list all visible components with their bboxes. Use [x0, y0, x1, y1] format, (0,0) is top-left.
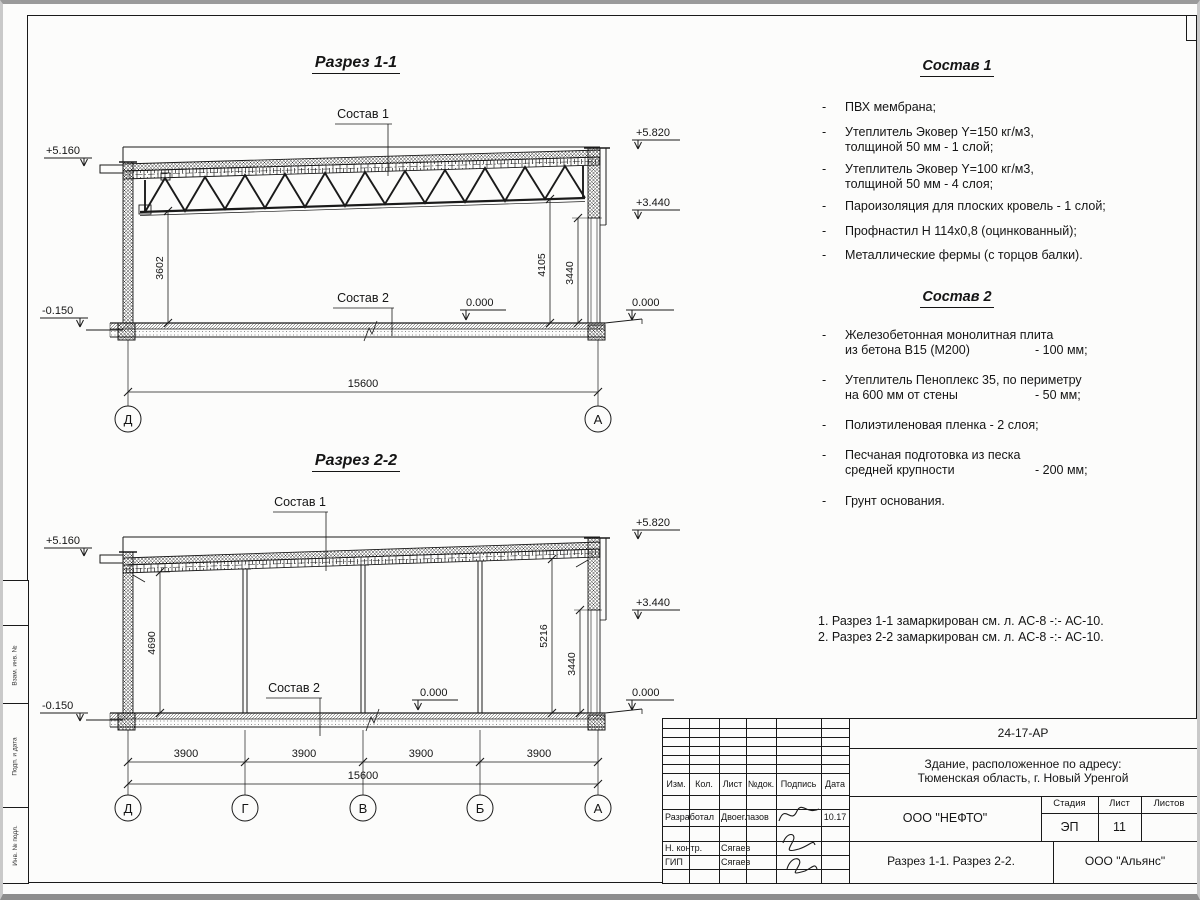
dim-3602: 3602 [154, 256, 166, 280]
section2-title-text: Разрез 2-2 [312, 452, 400, 472]
tb-date-developer: 10.17 [823, 812, 847, 823]
elev-minus0150: -0.150 [42, 305, 74, 317]
corner-code-box [1186, 16, 1197, 41]
dim-span2: 3900 [291, 748, 317, 760]
list-item-text: Полиэтиленовая пленка - 2 слоя; [845, 418, 1039, 432]
section1-title-text: Разрез 1-1 [312, 54, 400, 74]
section2-drawing [30, 440, 700, 835]
sostav1-list [822, 100, 1200, 263]
signature-developer [775, 797, 822, 827]
title-block [662, 718, 1198, 884]
axis-bubble-a: А [593, 801, 603, 816]
list-item-text: из бетона В15 (М200) [845, 343, 970, 357]
sostav2-heading-text: Состав 2 [920, 289, 993, 308]
list-item-text: Железобетонная монолитная плита [845, 328, 1054, 342]
axis-bubble-d: Д [123, 801, 133, 816]
dash-bullet: - [822, 125, 827, 139]
section2-dimensions [152, 555, 584, 717]
sheet-notes [818, 614, 1104, 645]
note-line: 1. Разрез 1-1 замаркирован см. л. АС-8 -:- АС-10. [818, 614, 1104, 628]
sostav2-leader-label: Состав 2 [268, 681, 320, 695]
tb-sheets-value [1141, 813, 1197, 841]
tb-doc-code: 24-17-АР [997, 725, 1049, 740]
tb-sheet-number: 11 [1113, 819, 1126, 834]
list-item-text: Профнастил Н 114х0,8 (оцинкованный); [845, 224, 1077, 238]
sostav1-leader-label: Состав 1 [337, 107, 389, 121]
list-item-text: толщиной 50 мм - 1 слой; [845, 140, 994, 154]
dim-span1: 3900 [173, 748, 199, 760]
dim-4690: 4690 [146, 631, 158, 655]
tb-header-podpis: Подпись [780, 778, 817, 789]
list-item-value: - 50 мм; [1035, 388, 1081, 402]
dim-3440: 3440 [564, 261, 576, 285]
list-item [822, 125, 1200, 155]
dash-bullet: - [822, 199, 827, 213]
elev-minus0150: -0.150 [42, 700, 74, 712]
axis-bubble-g: Г [241, 801, 249, 816]
tb-name-ncontr: Сягаев [721, 842, 751, 853]
elev-zero-right: 0.000 [632, 297, 660, 309]
sostav2-heading [897, 289, 1017, 305]
dash-bullet: - [822, 448, 827, 462]
dim-15600: 15600 [347, 770, 379, 782]
tb-header-izm: Изм. [666, 778, 686, 789]
list-item-value: - 200 мм; [1035, 463, 1088, 477]
tb-object [849, 748, 1197, 796]
tb-header-dok: №док. [747, 778, 775, 789]
tb-name-gip: Сягаев [721, 856, 751, 867]
note-line: 2. Разрез 2-2 замаркирован см. л. АС-8 -:- АС-10. [818, 629, 1104, 644]
list-item-text: Утеплитель Эковер Y=150 кг/м3, [845, 125, 1034, 139]
list-item [822, 224, 1200, 239]
elev-zero-right: 0.000 [632, 687, 660, 699]
dash-bullet: - [822, 328, 827, 342]
list-item [822, 373, 1200, 403]
elev-plus5820: +5.820 [636, 127, 670, 139]
dash-bullet: - [822, 418, 827, 432]
tb-header-kol: Кол. [695, 778, 713, 789]
list-item [822, 100, 1200, 115]
dash-bullet: - [822, 494, 827, 508]
list-item [822, 494, 1200, 509]
section2-leaders [266, 495, 328, 736]
list-item-text: на 600 мм от стены [845, 388, 958, 402]
section1-roof [123, 150, 600, 179]
section1-leaders [333, 107, 394, 336]
tb-role-developer: Разработал [665, 812, 714, 823]
section2-floor [86, 709, 642, 731]
list-item-text: Пароизоляция для плоских кровель - 1 слой; [845, 199, 1106, 213]
signature-ncontr-gip [775, 829, 822, 877]
elev-plus5160: +5.160 [46, 535, 80, 547]
section1-drawing [30, 40, 700, 440]
side-stamp-label: Взам. инв. № [12, 644, 19, 686]
dim-span4: 3900 [526, 748, 552, 760]
tb-contractor: ООО "Альянс" [1084, 854, 1166, 869]
side-stamp-empty-cell [2, 580, 29, 627]
list-item [822, 328, 1200, 358]
list-item-text: Песчаная подготовка из песка [845, 448, 1021, 462]
list-item-text: средней крупности [845, 463, 955, 477]
sostav1-leader-label: Состав 1 [274, 495, 326, 509]
list-item-text: Утеплитель Эковер Y=100 кг/м3, [845, 162, 1034, 176]
list-item-text: Утеплитель Пеноплекс 35, по периметру [845, 373, 1082, 387]
tb-role-gip: ГИП [665, 856, 683, 867]
dim-3440: 3440 [566, 652, 578, 676]
list-item-text: Грунт основания. [845, 494, 945, 508]
elev-plus3440: +3.440 [636, 197, 670, 209]
list-item [822, 418, 1200, 433]
tb-sheet-title: Разрез 1-1. Разрез 2-2. [887, 854, 1015, 869]
side-stamp-cell-vzam [2, 625, 29, 705]
tb-sheet-label: Лист [1109, 798, 1130, 810]
axis-bubble-a: А [593, 412, 603, 427]
list-item-text: ПВХ мембрана; [845, 100, 936, 114]
tb-stage-value: ЭП [1060, 819, 1079, 834]
tb-header-data: Дата [825, 778, 845, 789]
dash-bullet: - [822, 100, 827, 114]
dim-15600: 15600 [347, 378, 379, 390]
elev-plus5160: +5.160 [46, 145, 80, 157]
list-item [822, 162, 1200, 192]
elev-zero-inner: 0.000 [466, 297, 494, 309]
sostav1-heading-text: Состав 1 [920, 58, 993, 77]
list-item-value: - 100 мм; [1035, 343, 1088, 357]
tb-role-ncontr: Н. контр. [665, 842, 703, 853]
dash-bullet: - [822, 224, 827, 238]
axis-bubble-v: В [358, 801, 368, 816]
tb-org: ООО "НЕФТО" [902, 811, 988, 826]
dash-bullet: - [822, 373, 827, 387]
sostav2-leader-label: Состав 2 [337, 291, 389, 305]
tb-object-line2: Тюменская область, г. Новый Уренгой [917, 771, 1129, 785]
side-stamp-cell-podp [2, 703, 29, 809]
dash-bullet: - [822, 248, 827, 262]
dim-4105: 4105 [536, 253, 548, 277]
tb-name-developer: Двоеглазов [721, 812, 769, 823]
dash-bullet: - [822, 162, 827, 176]
list-item-text: Металлические фермы (с торцов балки). [845, 248, 1083, 262]
axis-bubble-b: Б [475, 801, 485, 816]
side-stamp-cell-inv [2, 807, 29, 884]
sostav1-heading [897, 58, 1017, 74]
list-item-text: толщиной 50 мм - 4 слоя; [845, 177, 994, 191]
dim-span3: 3900 [408, 748, 434, 760]
sostav2-list [822, 328, 1200, 509]
dim-5216: 5216 [538, 624, 550, 648]
elev-plus5820: +5.820 [636, 517, 670, 529]
side-stamp-label: Подп. и дата [12, 736, 20, 776]
side-stamp-label: Инв. № подл. [12, 825, 19, 866]
list-item [822, 448, 1200, 478]
list-item [822, 199, 1200, 214]
list-item [822, 248, 1200, 263]
tb-header-list: Лист [722, 778, 743, 789]
tb-object-line1: Здание, расположенное по адресу: [924, 757, 1122, 772]
elev-plus3440: +3.440 [636, 597, 670, 609]
tb-sheets-label: Листов [1153, 798, 1185, 810]
section1-dimensions [158, 195, 582, 327]
tb-stage-label: Стадия [1053, 798, 1086, 810]
elev-zero-inner: 0.000 [420, 687, 448, 699]
axis-bubble-d: Д [123, 412, 133, 427]
